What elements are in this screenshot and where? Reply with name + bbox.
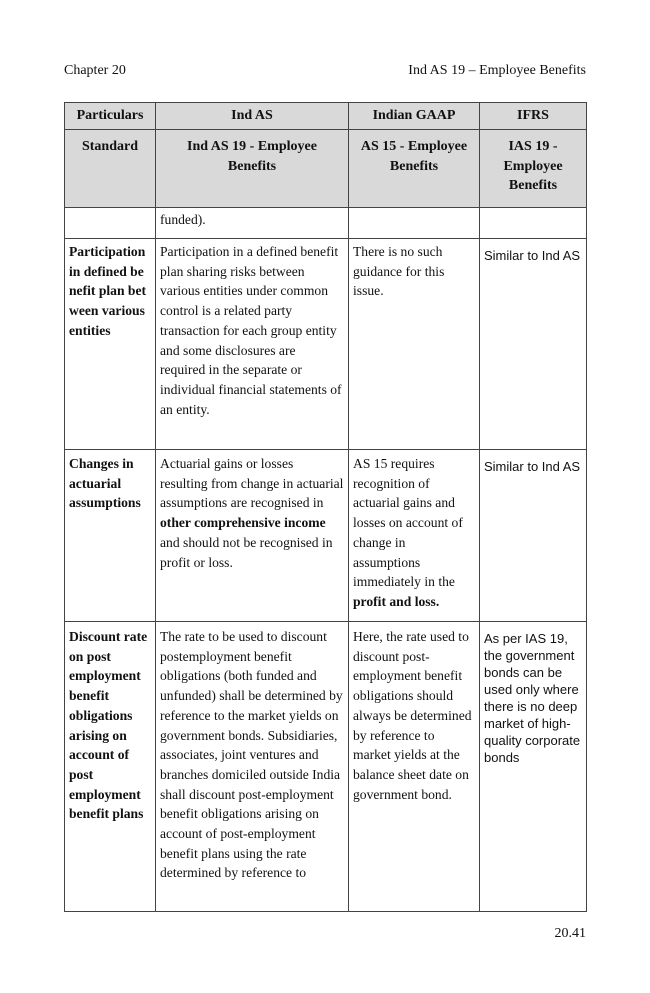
chapter-title: Ind AS 19 – Employee Benefits <box>408 63 586 78</box>
comparison-table <box>64 102 587 912</box>
table-row <box>65 208 587 239</box>
ind-as-text-end: and should not be recognised in profit or loss. <box>160 534 333 570</box>
cell-indian-gaap: There is no such guidance for this issue. <box>349 239 480 450</box>
standard-ind-as: Ind AS 19 - Employee Benefits <box>156 130 349 208</box>
cell-particular: Changes in actuarial assumptions <box>65 450 156 622</box>
indian-gaap-text: AS 15 requires recognition of actuarial gains and losses on account of change in assumptions immediately in the <box>353 456 463 590</box>
cell-indian-gaap: Here, the rate used to discount post-employment benefit obligations should always be determined by reference to market yields at the balance sheet date on government bond. <box>349 622 480 912</box>
ind-as-bold-text: other comprehensive income <box>160 515 326 531</box>
cell-indian-gaap <box>349 208 480 239</box>
standard-row <box>65 130 587 208</box>
table-row <box>65 622 587 912</box>
table-header-row <box>65 103 587 130</box>
cell-particular <box>65 208 156 239</box>
cell-indian-gaap <box>349 450 480 622</box>
cell-ind-as <box>156 450 349 622</box>
cell-ind-as: funded). <box>156 208 349 239</box>
chapter-label: Chapter 20 <box>64 63 126 78</box>
cell-ind-as: The rate to be used to discount postemployment benefit obligations (both funded and unfunded) shall be determined by reference to the market yields on government bonds. Subsidiaries, associates, joint ventures and branches domiciled outside India shall discount post-employment benefit obligations arising on account of post-employment benefit plans using the rate determined by reference to <box>156 622 349 912</box>
cell-particular: Discount rate on post employment benefit obligations arising on account of post employment benefit plans <box>65 622 156 912</box>
cell-particular: Participation in defined benefit plan between various entities <box>65 239 156 450</box>
standard-indian-gaap: AS 15 - Employee Benefits <box>349 130 480 208</box>
ind-as-text: Actuarial gains or losses resulting from change in actuarial assumptions are recognised in <box>160 456 344 511</box>
column-header-ifrs: IFRS <box>480 103 587 130</box>
page-number: 20.41 <box>554 926 586 941</box>
cell-ind-as: Participation in a defined benefit plan sharing risks between various entities under common control is a related party transaction for each group entity and some disclosures are required in the separate or individual financial statements of an entity. <box>156 239 349 450</box>
column-header-ind-as: Ind AS <box>156 103 349 130</box>
column-header-indian-gaap: Indian GAAP <box>349 103 480 130</box>
cell-ifrs <box>480 208 587 239</box>
cell-ifrs: Similar to Ind AS <box>480 239 587 450</box>
standard-ifrs: IAS 19 - Employee Benefits <box>480 130 587 208</box>
column-header-particulars: Particulars <box>65 103 156 130</box>
table-row <box>65 450 587 622</box>
cell-ifrs: Similar to Ind AS <box>480 450 587 622</box>
standard-label: Standard <box>65 130 156 208</box>
table-row <box>65 239 587 450</box>
cell-ifrs: As per IAS 19, the government bonds can be used only where there is no deep market of high-quality corporate bonds <box>480 622 587 912</box>
indian-gaap-bold-text: profit and loss. <box>353 593 440 609</box>
